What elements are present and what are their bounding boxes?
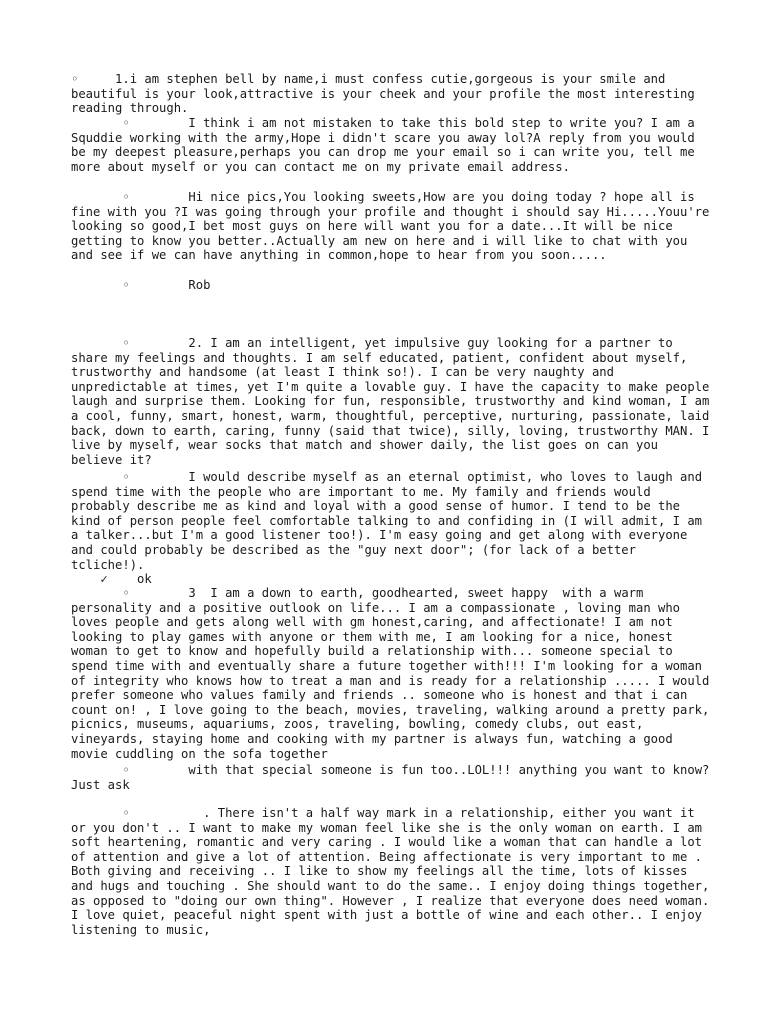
paragraph-3: ◦ Hi nice pics,You looking sweets,How are you doing today ? hope all is fine with you ?I was going through your profile and thought i should say Hi.....Youu're looking so good,I bet most guys on here will want you for a date...It will be nice getting to know you better..Actually am new on here and i will like to chat with you and see if we can have anything in common,hope to hear from you soon..... — [71, 190, 717, 263]
paragraph-2: ◦ I think i am not mistaken to take this bold step to write you? I am a Squddie working with the army,Hope i didn't scare you away lol?A reply from you would be my deepest pleasure,perhaps you can drop me your email so i can write you, tell me more about myself or you can contact me on my private email address. — [71, 116, 703, 174]
paragraph-4-signature: ◦ Rob — [71, 278, 211, 292]
paragraph-10: ◦ . There isn't a half way mark in a relationship, either you want it or you don't .. I want to make my woman feel like she is the only woman on earth. I am soft heartening, romantic and very caring . I would like a woman that can handle a lot of attention and give a lot of attention. Being affectionate is very important to me . Both giving and receiving .. I like to show my feelings all the time, lots of kisses and hugs and touching . She should want to do the same.. I enjoy doing things together, as opposed to "doing our own thing". However , I realize that everyone does need woman. I love quiet, peaceful night spent with just a bottle of wine and each other.. I enjoy listening to music, — [71, 806, 717, 937]
paragraph-1: ◦ 1.i am stephen bell by name,i must confess cutie,gorgeous is your smile and beautiful is your look,attractive is your cheek and your profile the most interesting reading through. — [71, 72, 703, 116]
paragraph-8: ◦ 3 I am a down to earth, goodhearted, sweet happy with a warm personality and a positive outlook on life... I am a compassionate , loving man who loves people and gets along well with gm honest,caring, and affectionate! I am not looking to play games with anyone or them with me, I am looking for a nice, honest woman to get to know and hopefully build a relationship with... someone special to spend time with and eventually share a future together with!!! I'm looking for a woman of integrity who knows how to treat a man and is ready for a relationship ..... I would prefer someone who values family and friends .. someone who is honest and that i can count on! , I love going to the beach, movies, traveling, walking around a pretty park, picnics, museums, aquariums, zoos, traveling, bowling, comedy clubs, out east, vineyards, staying home and cooking with my partner is always fun, watching a good movie cuddling on the sofa together — [71, 586, 717, 761]
paragraph-7-ok: ✓ ok — [71, 572, 152, 586]
paragraph-6: ◦ I would describe myself as an eternal optimist, who loves to laugh and spend time with the people who are important to me. My family and friends would probably describe me as kind and loyal with a good sense of humor. I tend to be the kind of person people feel comfortable talking to and confiding in (I will admit, I am a talker...but I'm a good listener too!). I'm easy going and get along with everyone and could probably be described as the "guy next door"; (for lack of a better tcliche!). — [71, 470, 710, 572]
paragraph-5: ◦ 2. I am an intelligent, yet impulsive guy looking for a partner to share my feelings and thoughts. I am self educated, patient, confident about myself, trustworthy and handsome (at least I think so!). I can be very naughty and unpredictable at times, yet I'm quite a lovable guy. I have the capacity to make people laugh and surprise them. Looking for fun, responsible, trustworthy and kind woman, I am a cool, funny, smart, honest, warm, thoughtful, perceptive, nurturing, passionate, laid back, down to earth, caring, funny (said that twice), silly, loving, trustworthy MAN. I live by myself, wear socks that match and shower daily, the list goes on can you believe it? — [71, 336, 717, 467]
paragraph-9: ◦ with that special someone is fun too..LOL!!! anything you want to know? Just ask — [71, 763, 717, 792]
